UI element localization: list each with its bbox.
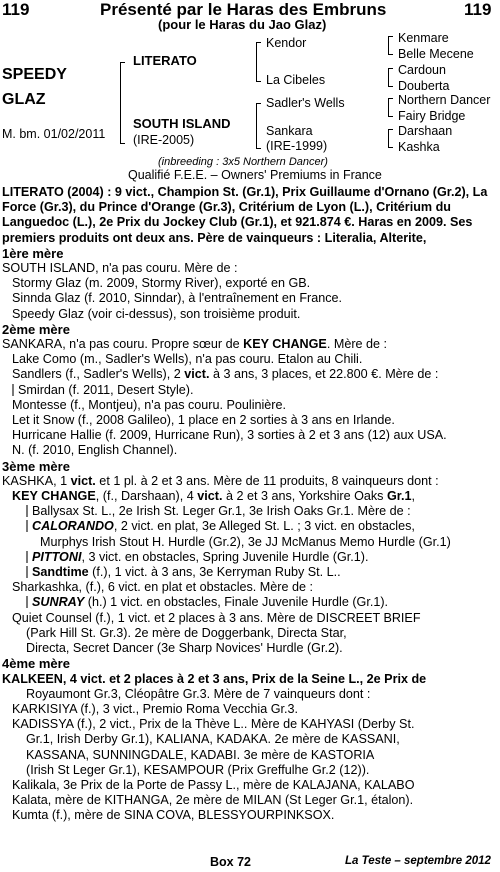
produce-line: Sinnda Glaz (f. 2010, Sinndar), à l'entraînement en France.	[12, 291, 343, 306]
bracket-sire	[256, 42, 261, 82]
produce-line: Hurricane Hallie (f. 2009, Hurricane Run), 3 sorties à 2 et 3 ans (12) aux USA.	[12, 428, 447, 443]
produce-line: Directa, Secret Dancer (3e Sharp Novices' Hurdle (Gr.2).	[26, 641, 343, 656]
grandsire-4-origin: (IRE-1999)	[266, 139, 328, 153]
ggs-3: Cardoun	[398, 63, 446, 77]
text-run: CALORANDO	[32, 519, 114, 534]
dam-name: SOUTH ISLAND	[133, 116, 231, 131]
third-dam-heading: 3ème mère	[2, 458, 70, 474]
bracket-gg4	[388, 129, 393, 148]
text-run: vict.	[70, 473, 96, 488]
box-number: Box 72	[210, 855, 251, 869]
text-run: à 3 ans, 3 places, et 22.800 €. Mère de :	[209, 367, 439, 382]
sale-info: La Teste – septembre 2012	[345, 855, 491, 867]
produce-line: (Park Hill St. Gr.3). 2e mère de Doggerbank, Directa Star,	[26, 625, 347, 640]
text-run: , 3 vict. en obstacles, Spring Juvenile Hurdle (Gr.1).	[81, 549, 369, 564]
qualification-note: Qualifié F.E.E. – Owners' Premiums in France	[128, 168, 382, 182]
ggs-4: Douberta	[398, 79, 450, 93]
produce-line: Sharkashka, (f.), 6 vict. en plat et obstacles. Mère de :	[12, 580, 313, 595]
produce-line: Kumta (f.), mère de SINA COVA, BLESSYOURPINKSOX.	[12, 808, 335, 823]
bracket-parents	[120, 62, 125, 144]
grandsire-3: Sadler's Wells	[266, 96, 345, 110]
produce-line: Kalata, mère de KITHANGA, 2e mère de MILAN (St Leger Gr.1, étalon).	[12, 793, 414, 808]
text-run: Gr.1	[386, 489, 412, 504]
text-run: SANKARA, n'a pas couru. Propre sœur de	[2, 337, 244, 352]
sire-name: LITERATO	[133, 53, 197, 68]
ggs-6: Fairy Bridge	[398, 109, 466, 123]
sire-summary: LITERATO (2004) : 9 vict., Champion St. (Gr.1), Prix Guillaume d'Ornano (Gr.2), La Force (Gr.3), du Prince d'Orange (Gr.3), Critérium de Lyon (L.), Critérium du Languedoc (L.), 2e Prix du Jockey Club (Gr.1), et 921.874 €. Haras en 2009. Ses premiers produits ont deux ans. Père de vainqueurs : Literalia, Alterite,	[2, 185, 488, 245]
text-run: , 2 vict. en plat, 3e Alleged St. L. ; 3 vict. en obstacles,	[113, 519, 415, 534]
produce-line: Murphys Irish Stout H. Hurdle (Gr.2), 3e JJ McManus Memo Hurdle (Gr.1)	[40, 534, 451, 549]
bracket-dam	[256, 103, 261, 149]
produce-line: Stormy Glaz (m. 2009, Stormy River), exporté en GB.	[12, 276, 311, 291]
text-run: Smirdan (f. 2011, Desert Style).	[18, 382, 194, 397]
ggs-1: Kenmare	[398, 31, 449, 45]
indent-marker	[12, 384, 14, 396]
produce-line: Montesse (f., Montjeu), n'a pas couru. Poulinière.	[12, 397, 287, 412]
third-dam-line	[2, 474, 498, 489]
indent-marker	[26, 551, 28, 563]
text-run: , (f., Darshaan), 4	[95, 489, 198, 504]
text-run: (h.) 1 vict. en obstacles, Finale Juvenile Hurdle (Gr.1).	[84, 595, 389, 610]
inbreeding-note: (inbreeding : 3x5 Northern Dancer)	[158, 156, 328, 168]
ggs-8: Kashka	[398, 140, 440, 154]
produce-line	[2, 383, 498, 398]
text-run: Ballysax St. L., 2e Irish St. Leger Gr.1, 3e Irish Oaks Gr.1. Mère de :	[32, 504, 411, 519]
text-run: vict.	[184, 367, 210, 382]
horse-name-line2: GLAZ	[2, 91, 46, 108]
produce-line	[2, 504, 498, 519]
fourth-dam-heading: 4ème mère	[2, 656, 70, 672]
ggs-2: Belle Mecene	[398, 47, 474, 61]
produce-line: Gr.1, Irish Derby Gr.1), KALIANA, KADAKA. 2e mère de KASSANI,	[26, 732, 400, 747]
lot-number-right: 119	[464, 0, 492, 19]
bracket-gg3	[388, 98, 393, 117]
produce-line: N. (f. 2010, English Channel).	[12, 443, 178, 458]
produce-line: KADISSYA (f.), 2 vict., Prix de la Thève L.. Mère de KAHYASI (Derby St.	[12, 717, 415, 732]
text-run: . Mère de :	[326, 337, 388, 352]
produce-line: Royaumont Gr.3, Cléopâtre Gr.3. Mère de 7 vainqueurs dont :	[26, 686, 371, 701]
text-run: PITTONI	[32, 549, 82, 564]
text-run: KASHKA, 1	[2, 473, 71, 488]
indent-marker	[26, 505, 28, 517]
birth-info: M. bm. 01/02/2011	[2, 127, 106, 141]
indent-marker	[26, 520, 28, 532]
fourth-dam-line: KALKEEN, 4 vict. et 2 places à 2 et 3 ans, Prix de la Seine L., 2e Prix de	[2, 671, 427, 686]
produce-line: Kalikala, 3e Prix de la Porte de Passy L., mère de KALAJANA, KALABO	[12, 777, 415, 792]
second-dam-line	[2, 337, 498, 352]
first-dam-line: SOUTH ISLAND, n'a pas couru. Mère de :	[2, 261, 238, 276]
first-dam-heading: 1ère mère	[2, 245, 64, 261]
ggs-5: Northern Dancer	[398, 93, 491, 107]
produce-line	[2, 595, 498, 610]
page-subtitle: (pour le Haras du Jao Glaz)	[158, 17, 327, 32]
produce-line: KARKISIYA (f.), 3 vict., Premio Roma Vecchia Gr.3.	[12, 701, 299, 716]
produce-line	[2, 550, 498, 565]
grandsire-1: Kendor	[266, 36, 307, 50]
indent-marker	[26, 566, 28, 578]
text-run: SUNRAY	[32, 595, 85, 610]
produce-line: KASSANA, SUNNINGDALE, KADABI. 3e mère de KASTORIA	[26, 747, 375, 762]
grandsire-2: La Cibeles	[266, 73, 326, 87]
grandsire-4: Sankara	[266, 124, 313, 138]
text-run: (f.), 1 vict. à 3 ans, 3e Kerryman Ruby St. L..	[88, 565, 341, 580]
lot-number-left: 119	[2, 0, 30, 19]
produce-line: (Irish St Leger Gr.1), KESAMPOUR (Prix Greffulhe Gr.2 (12)).	[26, 762, 370, 777]
catalogue-body	[2, 185, 498, 824]
key-change-name: KEY CHANGE	[243, 337, 327, 352]
produce-line	[2, 489, 498, 504]
produce-line: Let it Snow (f., 2008 Galileo), 1 place en 2 sorties à 3 ans en Irlande.	[12, 413, 395, 428]
ggs-7: Darshaan	[398, 124, 453, 138]
text-run: Sandtime	[32, 565, 89, 580]
produce-line	[2, 367, 498, 382]
produce-line: Speedy Glaz (voir ci-dessus), son troisième produit.	[12, 306, 301, 321]
produce-line	[2, 519, 498, 534]
text-run: et 1 pl. à 2 et 3 ans. Mère de 11 produits, 8 vainqueurs dont :	[95, 473, 439, 488]
text-run: KEY CHANGE	[12, 489, 96, 504]
dam-origin: (IRE-2005)	[133, 133, 195, 147]
indent-marker	[26, 596, 28, 608]
horse-name-line1: SPEEDY	[2, 66, 67, 83]
text-run: vict.	[197, 489, 223, 504]
produce-line: Quiet Counsel (f.), 1 vict. et 2 places à 3 ans. Mère de DISCREET BRIEF	[12, 610, 421, 625]
bracket-gg2	[388, 68, 393, 87]
text-run: ,	[411, 489, 415, 504]
page-title: Présenté par le Haras des Embruns	[100, 0, 387, 19]
text-run: à 2 et 3 ans, Yorkshire Oaks	[222, 489, 387, 504]
produce-line: Lake Como (m., Sadler's Wells), n'a pas couru. Etalon au Chili.	[12, 352, 363, 367]
second-dam-heading: 2ème mère	[2, 321, 70, 337]
bracket-gg1	[388, 36, 393, 55]
produce-line	[2, 565, 498, 580]
text-run: Sandlers (f., Sadler's Wells), 2	[12, 367, 185, 382]
